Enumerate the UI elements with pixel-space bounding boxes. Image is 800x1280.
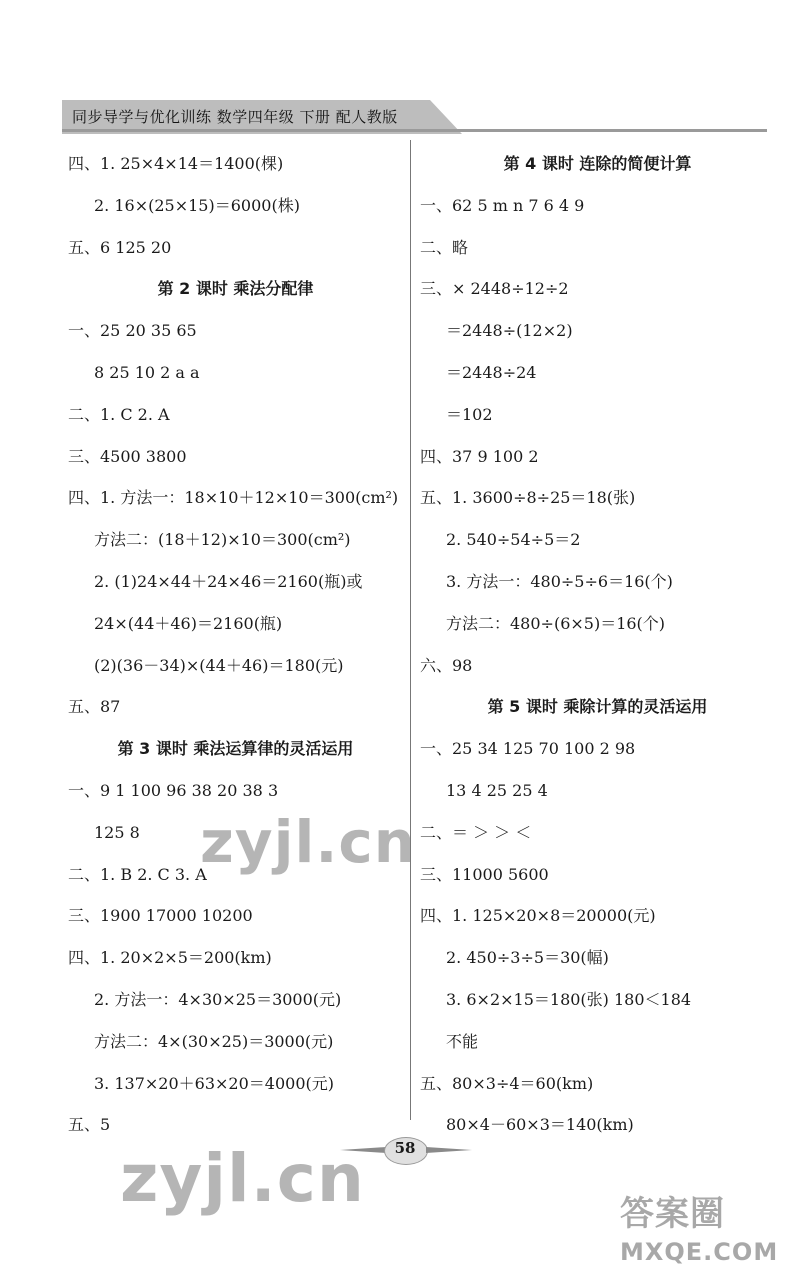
answer-line: 8 25 10 2 a a: [94, 362, 200, 382]
answer-line: 五、87: [68, 697, 121, 717]
page-number: 58: [394, 1139, 416, 1157]
answer-line: 五、1. 3600÷8÷25＝18(张): [420, 488, 636, 508]
left-column: [68, 143, 403, 1146]
section-heading: 第 3 课时 乘法运算律的灵活运用: [117, 739, 354, 759]
running-header: 同步导学与优化训练 数学四年级 下册 配人教版: [72, 108, 398, 126]
watermark-bottom: zyjl.cn: [120, 1140, 365, 1217]
answer-line: 3. 137×20＋63×20＝4000(元): [94, 1073, 334, 1093]
answer-line: 一、9 1 100 96 38 20 38 3: [68, 780, 279, 800]
watermark-corner-url: MXQE.COM: [620, 1238, 779, 1266]
answer-line: 24×(44＋46)＝2160(瓶): [94, 613, 283, 633]
answer-line: 2. (1)24×44＋24×46＝2160(瓶)或: [94, 571, 363, 591]
right-column: [420, 143, 775, 1146]
answer-line: 三、11000 5600: [420, 864, 549, 884]
answer-line: 3. 6×2×15＝180(张) 180＜184: [446, 989, 692, 1009]
watermark-mid: zyjl.cn: [200, 808, 417, 876]
answer-line: 三、4500 3800: [68, 446, 187, 466]
answer-line: ＝102: [446, 404, 493, 424]
answer-line: 四、1. 25×4×14＝1400(棵): [68, 154, 284, 173]
answer-line: 四、37 9 100 2: [420, 446, 539, 466]
answer-line: 2. 450÷3÷5＝30(幅): [446, 948, 609, 968]
answer-line: 二、1. C 2. A: [68, 404, 170, 424]
column-divider: [410, 140, 411, 1120]
section-heading: 第 4 课时 连除的简便计算: [503, 154, 692, 173]
footer-ornament-right: [426, 1147, 472, 1153]
answer-line: 125 8: [94, 822, 140, 842]
answer-line: 一、25 20 35 65: [68, 321, 197, 341]
answer-line: 四、1. 125×20×8＝20000(元): [420, 906, 656, 926]
answer-line: 方法二：480÷(6×5)＝16(个): [446, 613, 666, 633]
answer-line: 3. 方法一：480÷5÷6＝16(个): [446, 571, 673, 591]
section-heading: 第 2 课时 乘法分配律: [157, 279, 314, 299]
answer-line: 六、98: [420, 655, 473, 675]
answer-line: 二、＝ ＞ ＞ ＜: [420, 822, 532, 842]
answer-line: 不能: [446, 1031, 479, 1051]
answer-line: 三、1900 17000 10200: [68, 906, 253, 926]
answer-line: 五、80×3÷4＝60(km): [420, 1073, 594, 1093]
answer-line: 五、6 125 20: [68, 237, 172, 257]
watermark-corner-logo: 答案圈: [620, 1194, 725, 1234]
answer-line: 80×4－60×3＝140(km): [446, 1115, 634, 1135]
answer-line: 四、1. 方法一：18×10＋12×10＝300(cm²): [68, 488, 399, 508]
section-heading: 第 5 课时 乘除计算的灵活运用: [487, 697, 708, 717]
answer-line: 二、略: [420, 237, 469, 257]
answer-line: 四、1. 20×2×5＝200(km): [68, 948, 272, 968]
answer-line: 五、5: [68, 1115, 111, 1135]
answer-line: 一、25 34 125 70 100 2 98: [420, 739, 636, 759]
answer-line: 2. 16×(25×15)＝6000(株): [94, 195, 300, 215]
answer-line: 一、62 5 m n 7 6 4 9: [420, 195, 585, 215]
answer-line: 2. 540÷54÷5＝2: [446, 530, 581, 550]
answer-line: 方法二：(18＋12)×10＝300(cm²): [94, 530, 351, 550]
header-rule: [62, 129, 767, 132]
answer-line: 2. 方法一：4×30×25＝3000(元): [94, 989, 342, 1009]
answer-line: 方法二：4×(30×25)＝3000(元): [94, 1031, 334, 1051]
answer-line: 13 4 25 25 4: [446, 780, 548, 800]
answer-line: ＝2448÷24: [446, 362, 537, 382]
answer-line: 三、× 2448÷12÷2: [420, 279, 569, 299]
answer-line: 二、1. B 2. C 3. A: [68, 864, 207, 884]
answer-line: ＝2448÷(12×2): [446, 321, 573, 341]
answer-line: (2)(36－34)×(44＋46)＝180(元): [94, 655, 344, 675]
